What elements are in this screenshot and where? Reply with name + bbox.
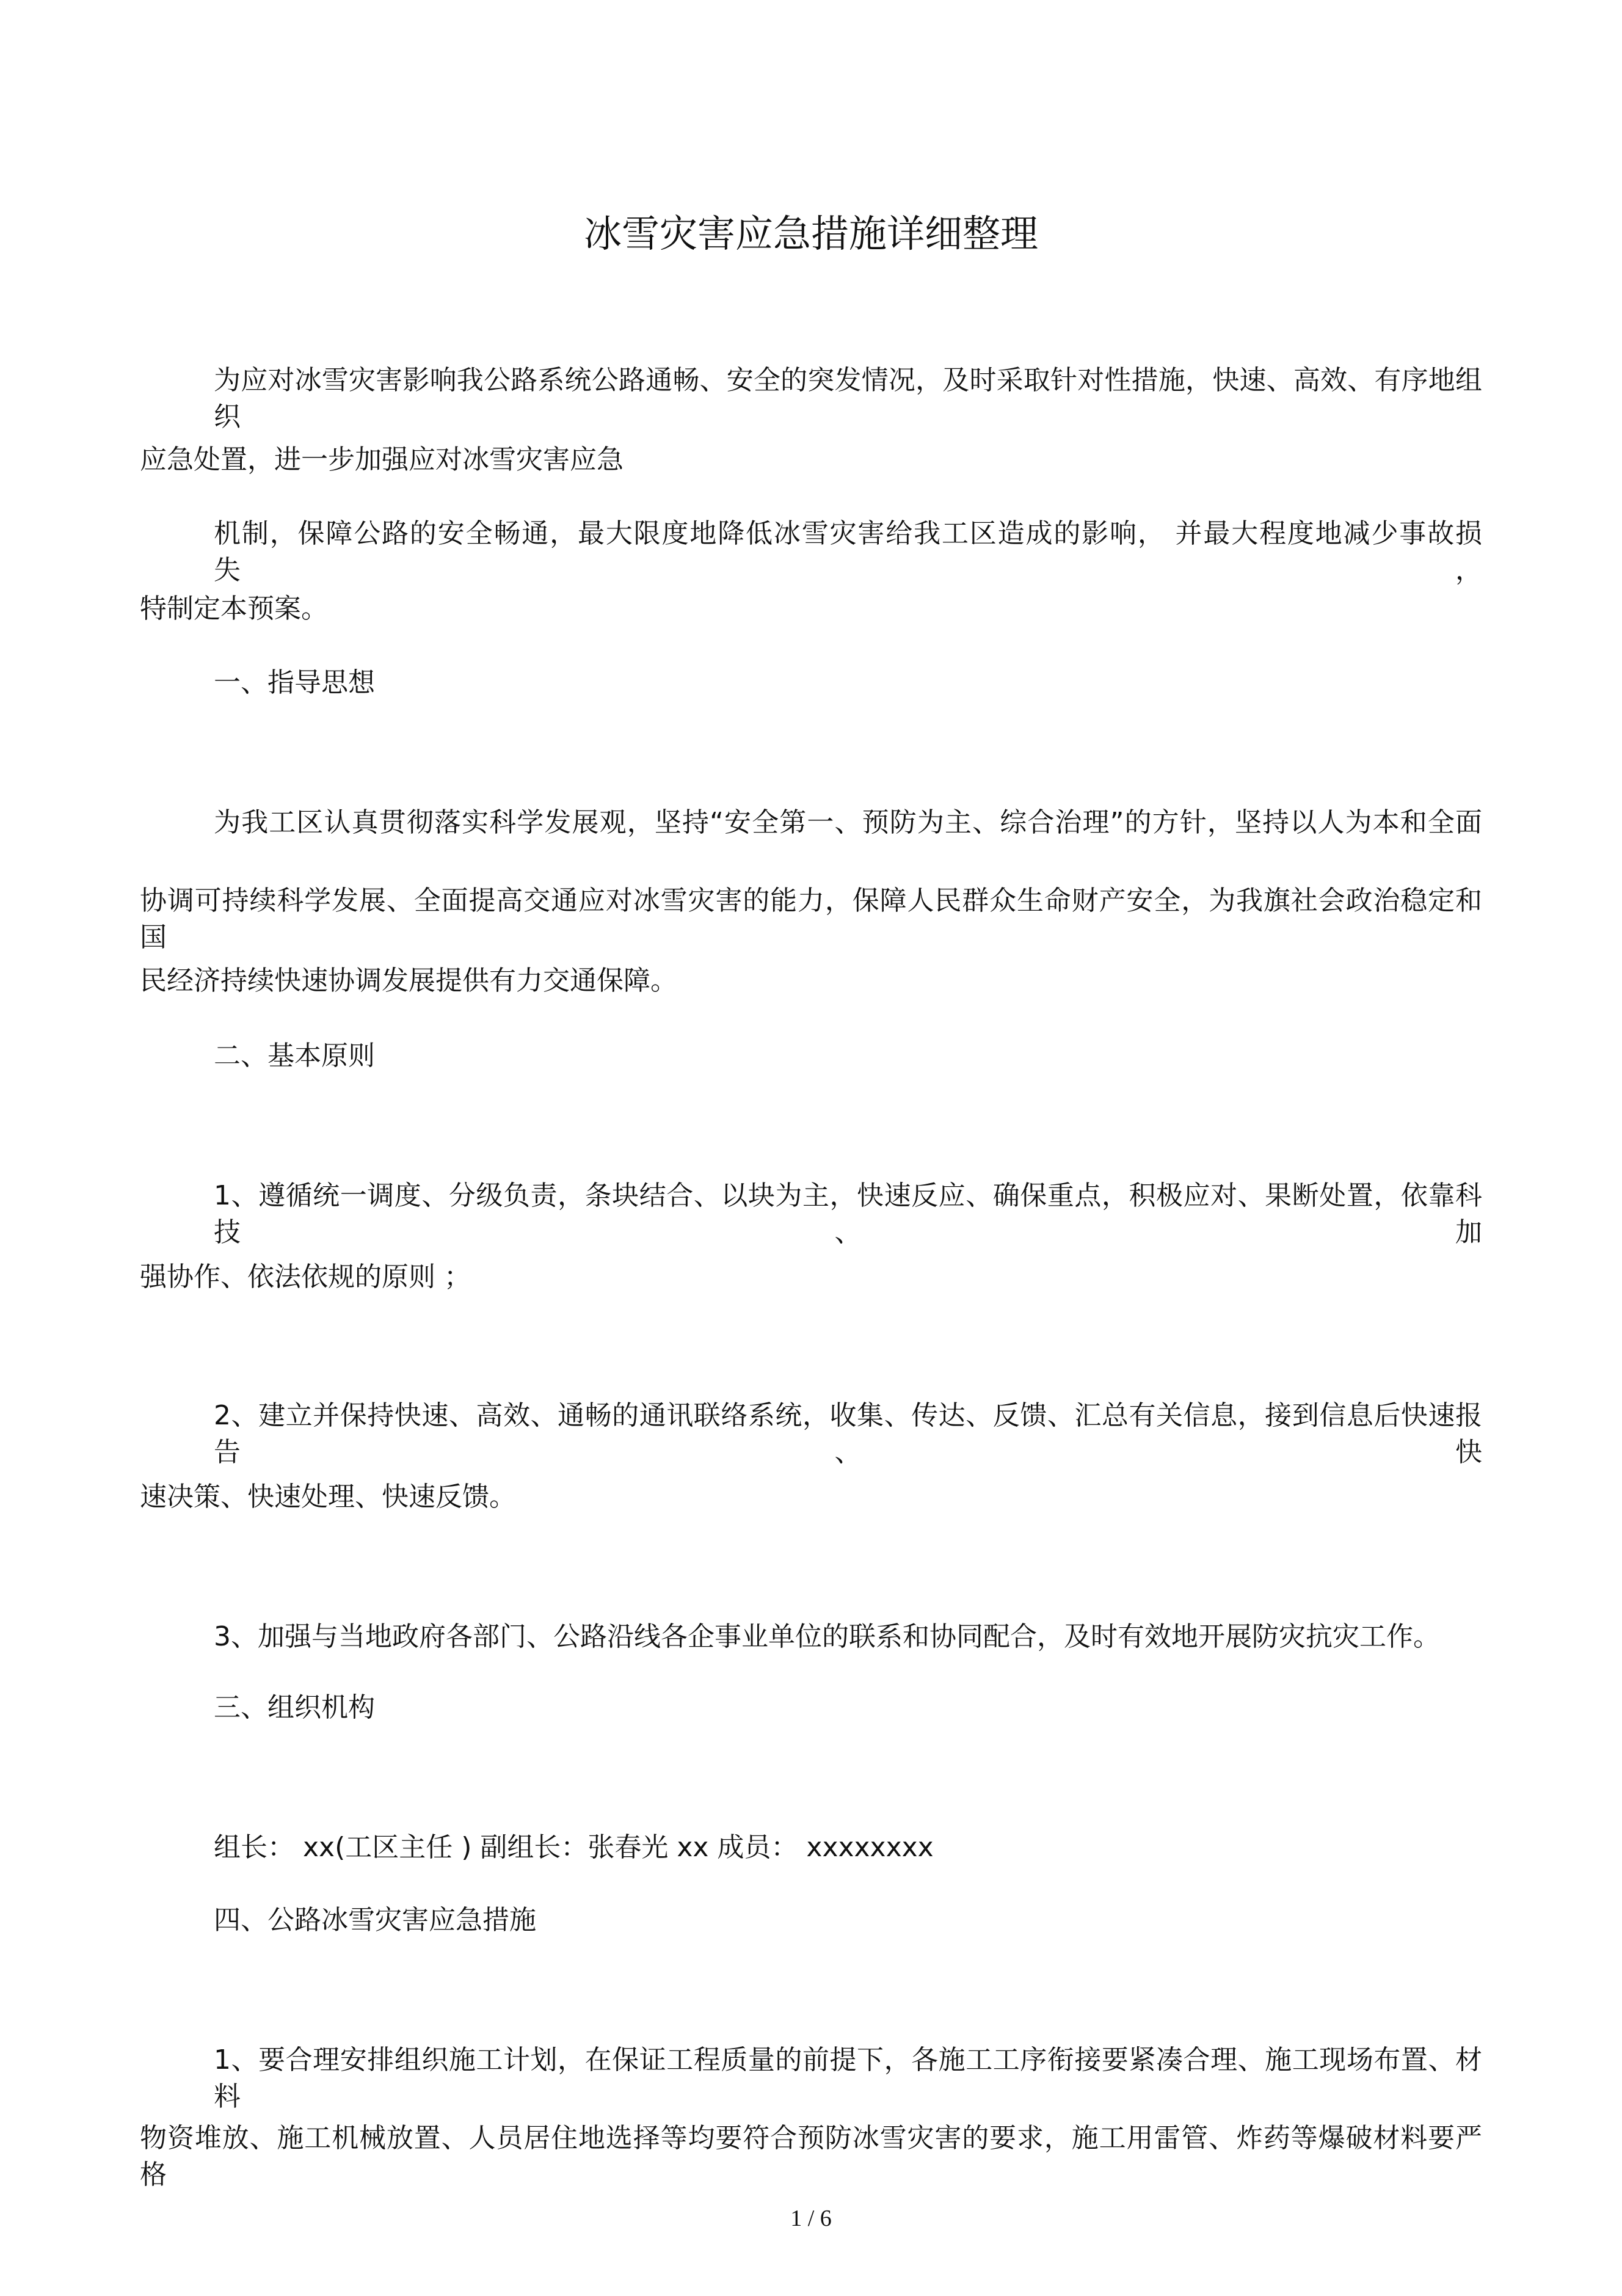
- paragraph-line: 速决策、快速处理、快速反馈。: [140, 1481, 516, 1512]
- section-heading: 四、公路冰雪灾害应急措施: [214, 1904, 536, 1936]
- paragraph-line: 民经济持续快速协调发展提供有力交通保障。: [140, 965, 677, 996]
- paragraph-line: 组长： xx(工区主任 ) 副组长：张春光 xx 成员： xxxxxxxx: [214, 1832, 934, 1863]
- paragraph-line: 机制，保障公路的安全畅通，最大限度地降低冰雪灾害给我工区造成的影响， 并最大程度地减少事故损失，: [214, 518, 1482, 586]
- section-heading: 二、基本原则: [214, 1040, 375, 1071]
- paragraph-line: 物资堆放、施工机械放置、人员居住地选择等均要符合预防冰雪灾害的要求，施工用雷管、炸药等爆破材料要严格: [140, 2123, 1482, 2190]
- paragraph-line: 为我工区认真贯彻落实科学发展观，坚持“安全第一、预防为主、综合治理”的方针，坚持以人为本和全面: [214, 807, 1482, 838]
- page-number: 1 / 6: [790, 2206, 832, 2231]
- paragraph-line: 协调可持续科学发展、全面提高交通应对冰雪灾害的能力，保障人民群众生命财产安全，为我旗社会政治稳定和国: [140, 885, 1482, 953]
- paragraph-line: 特制定本预案。: [140, 593, 328, 624]
- paragraph-line: 1、遵循统一调度、分级负责，条块结合、以块为主，快速反应、确保重点，积极应对、果断处置，依靠科技、加: [214, 1180, 1482, 1248]
- paragraph-line: 应急处置，进一步加强应对冰雪灾害应急: [140, 444, 624, 475]
- paragraph-line: 1、要合理安排组织施工计划，在保证工程质量的前提下，各施工工序衔接要紧凑合理、施工现场布置、材料: [214, 2044, 1482, 2112]
- section-heading: 三、组织机构: [214, 1692, 375, 1723]
- paragraph-line: 为应对冰雪灾害影响我公路系统公路通畅、安全的突发情况，及时采取针对性措施，快速、高效、有序地组织: [214, 365, 1482, 432]
- paragraph-line: 3、加强与当地政府各部门、公路沿线各企事业单位的联系和协同配合，及时有效地开展防灾抗灾工作。: [214, 1621, 1440, 1652]
- section-heading: 一、指导思想: [214, 667, 375, 698]
- document-title: 冰雪灾害应急措施详细整理: [583, 211, 1038, 256]
- paragraph-line: 强协作、依法依规的原则 ；: [140, 1261, 471, 1292]
- paragraph-line: 2、建立并保持快速、高效、通畅的通讯联络系统，收集、传达、反馈、汇总有关信息，接到信息后快速报告、快: [214, 1400, 1482, 1468]
